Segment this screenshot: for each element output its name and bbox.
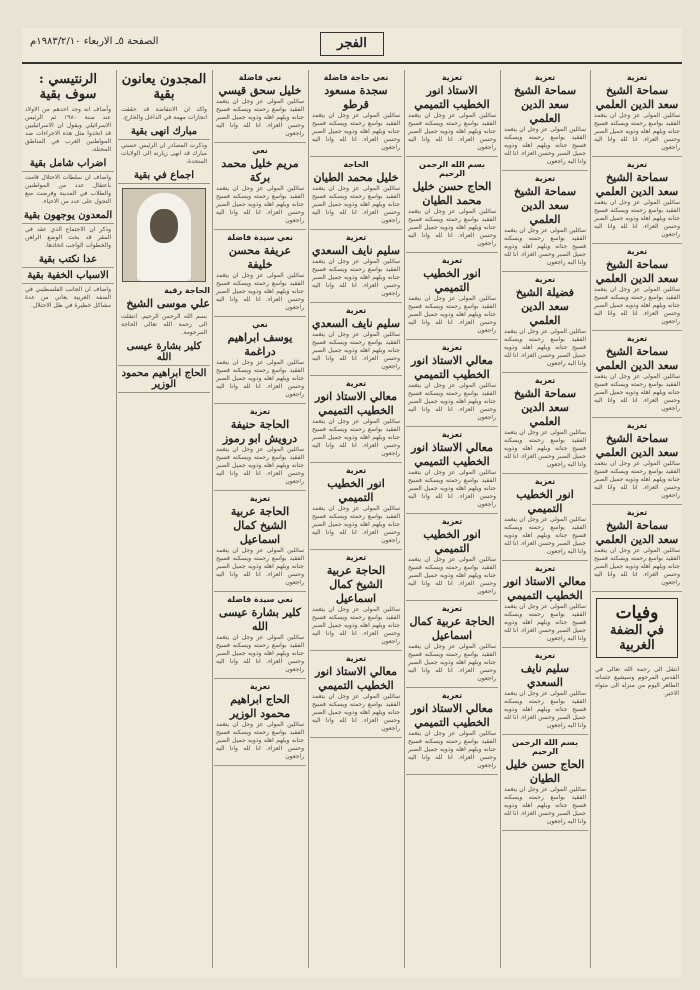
headline: الحاج ابراهيم محمود الوزير [118, 366, 210, 393]
photo-caption-label: الحاجة رقية [164, 286, 210, 295]
headline: مبارك انهى بقية [118, 124, 210, 140]
notice-text: سائلين المولى عز وجل ان يتغمد الفقيد بواسع رحمته ويسكنه فسيح جنانه ويلهم اهله وذويه جميل الصبر وحسن العزاء. انا لله وانا اليه راجعون [312, 112, 400, 151]
notice-name: خليل محمد الطيان [313, 171, 399, 184]
article-text: وذكرت المصادر ان الرئيس حسني مبارك قد انهى زيارته الى الولايات المتحدة. [121, 142, 207, 165]
notice-label: تعزية [441, 517, 463, 526]
notice-block [310, 230, 402, 303]
notice-name: سماحة الشيخ سعد الدين العلمي [595, 258, 679, 285]
notice-block [214, 230, 306, 317]
notice-name: سماحة الشيخ سعد الدين العلمي [513, 84, 577, 125]
header-date: الصفحة ٥ـ الاربعاء ١٩٨٣/٢/١٠م [30, 36, 159, 47]
notice-label: تعزية [441, 73, 463, 82]
notice-text: سائلين المولى عز وجل ان يتغمد الفقيد بواسع رحمته ويسكنه فسيح جنانه ويلهم اهله وذويه جميل الصبر وحسن العزاء. انا لله وانا اليه راجعون [504, 603, 586, 642]
notice-text: سائلين المولى عز وجل ان يتغمد الفقيد بواسع رحمته ويسكنه فسيح جنانه ويلهم اهله وذويه جميل الصبر وحسن العزاء. انا لله وانا اليه راجعون [594, 547, 680, 586]
face-shape [150, 209, 178, 243]
notice-text: سائلين المولى عز وجل ان يتغمد الفقيد بواسع رحمته ويسكنه فسيح جنانه ويلهم اهله وذويه جميل الصبر وحسن العزاء. انا لله وانا اليه راجعون [504, 126, 586, 165]
notice-name: كلير بشارة عيسى الله [218, 606, 302, 633]
notice-label: تعزية [626, 160, 648, 169]
notice-text: سائلين المولى عز وجل ان يتغمد الفقيد بواسع رحمته ويسكنه فسيح جنانه ويلهم اهله وذويه جميل الصبر وحسن العزاء. انا لله وانا اليه راجعون [216, 634, 304, 673]
notice-name: الحاجة عربية الشيخ كمال اسماعيل [230, 505, 290, 546]
notice-block [406, 340, 498, 427]
notice-label: تعزية [534, 564, 556, 573]
column-7 [592, 70, 682, 968]
notice-block [592, 70, 682, 157]
notice-name: مريم خليل محمد بركة [221, 157, 299, 184]
notice-name: انور الخطيب التميمي [423, 267, 481, 294]
notice-block [214, 143, 306, 230]
notice-block [406, 601, 498, 688]
notice-block [310, 157, 402, 230]
notice-name: انور الخطيب التميمي [423, 528, 481, 555]
article-text: وذكر ان الاجتماع الذي عقد في المقر قد بحث الوضع الراهن والخطوات الواجب اتخاذها. [25, 226, 111, 249]
notice-label: نعي حاجة فاضلة [323, 73, 389, 82]
notice-label: تعزية [249, 682, 271, 691]
notice-text: سائلين المولى عز وجل ان يتغمد الفقيد بواسع رحمته ويسكنه فسيح جنانه ويلهم اهله وذويه جميل الصبر وحسن العزاء. انا لله وانا اليه راجعون [312, 505, 400, 544]
notice-text: سائلين المولى عز وجل ان يتغمد الفقيد بواسع رحمته ويسكنه فسيح جنانه ويلهم اهله وذويه جميل الصبر وحسن العزاء. انا لله وانا اليه راجعون [594, 199, 680, 238]
notice-label: الحاجة [343, 160, 369, 169]
notice-text: سائلين المولى عز وجل ان يتغمد الفقيد بواسع رحمته ويسكنه فسيح جنانه ويلهم اهله وذويه جميل الصبر وحسن العزاء. انا لله وانا اليه راجعون [408, 112, 496, 151]
notice-text: سائلين المولى عز وجل ان يتغمد الفقيد بواسع رحمته ويسكنه فسيح جنانه ويلهم اهله وذويه جميل الصبر وحسن العزاء. انا لله وانا اليه راجعون [594, 286, 680, 325]
notice-text: سائلين المولى عز وجل ان يتغمد الفقيد بواسع رحمته ويسكنه فسيح جنانه ويلهم اهله وذويه جميل الصبر وحسن العزاء. انا لله وانا اليه راجعون [312, 258, 400, 297]
photo-caption-name: علي موسى الشيخ [126, 297, 210, 310]
notice-text: سائلين المولى عز وجل ان يتغمد الفقيد بواسع رحمته ويسكنه فسيح جنانه ويلهم اهله وذويه جميل الصبر وحسن العزاء. انا لله وانا اليه راجعون [216, 272, 304, 311]
notice-block [406, 427, 498, 514]
notice-label: تعزية [249, 494, 271, 503]
notice-block [406, 253, 498, 340]
article-text: واضاف ان سلطات الاحتلال قامت باعتقال عدد من المواطنين والطلاب في المدينة وفرضت منع التجول على عدد من الاحياء. [25, 174, 111, 205]
newspaper-page [22, 28, 682, 978]
notice-block [214, 679, 306, 766]
notice-label: تعزية [345, 654, 367, 663]
column-1 [22, 70, 114, 968]
notice-block [310, 463, 402, 550]
notice-name: الحاجة عربية الشيخ كمال اسماعيل [326, 564, 386, 605]
headline: اضراب شامل بقية [22, 156, 114, 172]
notice-label: تعزية [345, 553, 367, 562]
notice-text: سائلين المولى عز وجل ان يتغمد الفقيد بواسع رحمته ويسكنه فسيح جنانه ويلهم اهله وذويه جميل الصبر وحسن العزاء. انا لله وانا اليه راجعون [216, 547, 304, 586]
headline: اجماع في بقية [118, 168, 210, 184]
notice-name: سماحة الشيخ سعد الدين العلمي [595, 432, 679, 459]
masthead-logo: الفجر [320, 32, 384, 56]
notice-name: سماحة الشيخ سعد الدين العلمي [595, 171, 679, 198]
notice-block [502, 648, 588, 735]
column-divider [404, 70, 405, 968]
notice-name: عريفة محسن خليفة [228, 244, 292, 271]
notice-label: تعزية [345, 306, 367, 315]
notice-name: معالي الاستاذ انور الخطيب التميمي [315, 390, 397, 417]
column-divider [308, 70, 309, 968]
notice-name: الحاج ابراهيم محمود الوزير [229, 693, 291, 720]
article-text: بسم الله الرحمن الرحيم. انتقلت الى رحمة الله تعالى الحاجة المرحومة. [121, 313, 207, 336]
notice-block [406, 688, 498, 775]
notice-name: سماحة الشيخ سعد الدين العلمي [513, 387, 577, 428]
notice-text: سائلين المولى عز وجل ان يتغمد الفقيد بواسع رحمته ويسكنه فسيح جنانه ويلهم اهله وذويه جميل الصبر وحسن العزاء. انا لله وانا اليه راجعون [504, 429, 586, 468]
notice-block [592, 244, 682, 331]
notice-block [310, 303, 402, 376]
notice-text: سائلين المولى عز وجل ان يتغمد الفقيد بواسع رحمته ويسكنه فسيح جنانه ويلهم اهله وذويه جميل الصبر وحسن العزاء. انا لله وانا اليه راجعون [312, 418, 400, 457]
notice-block [214, 317, 306, 404]
article-text: واضاف ان الجانب الفلسطيني في الضفة الغربية يعاني من عدة مشاكل خطيرة في ظل الاحتلال. [25, 286, 111, 309]
column-divider [590, 70, 591, 968]
column-divider [500, 70, 501, 968]
notice-name: الحاجة حنيفة درويش ابو رموز [222, 418, 298, 445]
column-6 [502, 70, 588, 968]
headline: المجدون يعانون بقية [121, 72, 207, 102]
notice-label: تعزية [534, 73, 556, 82]
notice-text: سائلين المولى عز وجل ان يتغمد الفقيد بواسع رحمته ويسكنه فسيح جنانه ويلهم اهله وذويه جميل الصبر وحسن العزاء. انا لله وانا اليه راجعون [504, 328, 586, 367]
notice-label: تعزية [626, 508, 648, 517]
notice-block [592, 331, 682, 418]
notice-block [502, 70, 588, 171]
notice-block [592, 418, 682, 505]
notice-block [214, 70, 306, 143]
column-divider [116, 70, 117, 968]
notice-text: سائلين المولى عز وجل ان يتغمد الفقيد بواسع رحمته ويسكنه فسيح جنانه ويلهم اهله وذويه جميل الصبر وحسن العزاء. انا لله وانا اليه راجعون [408, 469, 496, 508]
notice-block [214, 491, 306, 592]
notice-block [592, 157, 682, 244]
notice-name: معالي الاستاذ انور الخطيب التميمي [411, 441, 493, 468]
notice-text: سائلين المولى عز وجل ان يتغمد الفقيد بواسع رحمته ويسكنه فسيح جنانه ويلهم اهله وذويه جميل الصبر وحسن العزاء. انا لله وانا اليه راجعون [312, 185, 400, 224]
notice-label: نعي فاضلة [238, 73, 282, 82]
notice-label: تعزية [534, 174, 556, 183]
notice-label: تعزية [441, 256, 463, 265]
notice-name: سماحة الشيخ سعد الدين العلمي [595, 519, 679, 546]
headline: المعدون يوجهون بقية [22, 208, 114, 224]
notice-name: انور الخطيب التميمي [516, 488, 574, 515]
notice-name: معالي الاستاذ انور الخطيب التميمي [315, 665, 397, 692]
notice-block [310, 376, 402, 463]
notice-text: سائلين المولى عز وجل ان يتغمد الفقيد بواسع رحمته ويسكنه فسيح جنانه ويلهم اهله وذويه جميل الصبر وحسن العزاء. انا لله وانا اليه راجعون [504, 227, 586, 266]
notice-text: سائلين المولى عز وجل ان يتغمد الفقيد بواسع رحمته ويسكنه فسيح جنانه ويلهم اهله وذويه جميل الصبر وحسن العزاء. انا لله وانا اليه راجعون [408, 730, 496, 769]
notice-name: سجدة مسعود قرطو [324, 84, 388, 111]
page-header [22, 28, 682, 64]
headline: الرنتيسي : سوف بقية [39, 72, 97, 102]
notice-block [502, 373, 588, 474]
notice-name: سليم نايف السعدي [312, 244, 400, 257]
notice-block [406, 514, 498, 601]
notice-block [406, 70, 498, 157]
notice-block [214, 404, 306, 491]
notice-label: نعي سيدة فاضلة [227, 595, 293, 604]
notice-block [502, 474, 588, 561]
notice-block [502, 272, 588, 373]
notice-label: تعزية [441, 430, 463, 439]
notice-name: سماحة الشيخ سعد الدين العلمي [595, 345, 679, 372]
column-5 [406, 70, 498, 968]
notice-label: نعي [252, 320, 268, 329]
notice-text: سائلين المولى عز وجل ان يتغمد الفقيد بواسع رحمته ويسكنه فسيح جنانه ويلهم اهله وذويه جميل الصبر وحسن العزاء. انا لله وانا اليه راجعون [216, 185, 304, 224]
notice-name: سليم نايف السعدي [520, 662, 570, 689]
notice-label: تعزية [345, 466, 367, 475]
notice-name: فضيلة الشيخ سعد الدين العلمي [515, 286, 575, 327]
headline: عدا نكتب بقية [22, 252, 114, 268]
notice-block [310, 70, 402, 157]
notice-block [592, 505, 682, 592]
article-text: انتقل الى رحمة الله تعالى في القدس المرحوم وسيشيع جثمانه الطاهر اليوم من منزله الى مثواه الاخير. [595, 666, 679, 697]
notice-text: سائلين المولى عز وجل ان يتغمد الفقيد بواسع رحمته ويسكنه فسيح جنانه ويلهم اهله وذويه جميل الصبر وحسن العزاء. انا لله وانا اليه راجعون [408, 295, 496, 334]
notice-label: تعزية [626, 247, 648, 256]
notice-block [502, 561, 588, 648]
notice-label: تعزية [441, 691, 463, 700]
notice-text: سائلين المولى عز وجل ان يتغمد الفقيد بواسع رحمته ويسكنه فسيح جنانه ويلهم اهله وذويه جميل الصبر وحسن العزاء. انا لله وانا اليه راجعون [504, 516, 586, 555]
obituaries-banner [596, 598, 678, 658]
notice-name: الاستاذ انور الخطيب التميمي [414, 84, 490, 111]
column-3 [214, 70, 306, 968]
portrait-photo [122, 188, 206, 282]
notice-label: تعزية [441, 604, 463, 613]
notice-label: تعزية [534, 651, 556, 660]
notice-block [214, 592, 306, 679]
notice-label: تعزية [345, 233, 367, 242]
notice-name: معالي الاستاذ انور الخطيب التميمي [411, 702, 493, 729]
notice-text: سائلين المولى عز وجل ان يتغمد الفقيد بواسع رحمته ويسكنه فسيح جنانه ويلهم اهله وذويه جميل الصبر وحسن العزاء. انا لله وانا اليه راجعون [504, 690, 586, 729]
notice-block [310, 550, 402, 651]
column-2 [118, 70, 210, 968]
notice-text: سائلين المولى عز وجل ان يتغمد الفقيد بواسع رحمته ويسكنه فسيح جنانه ويلهم اهله وذويه جميل الصبر وحسن العزاء. انا لله وانا اليه راجعون [504, 786, 586, 825]
notice-text: سائلين المولى عز وجل ان يتغمد الفقيد بواسع رحمته ويسكنه فسيح جنانه ويلهم اهله وذويه جميل الصبر وحسن العزاء. انا لله وانا اليه راجعون [408, 556, 496, 595]
notice-text: سائلين المولى عز وجل ان يتغمد الفقيد بواسع رحمته ويسكنه فسيح جنانه ويلهم اهله وذويه جميل الصبر وحسن العزاء. انا لله وانا اليه راجعون [594, 112, 680, 151]
notice-name: يوسف ابراهيم دراغمة [227, 331, 293, 358]
headline: الاسباب الخفية بقية [22, 268, 114, 284]
notice-label: نعي [252, 146, 268, 155]
notice-text: سائلين المولى عز وجل ان يتغمد الفقيد بواسع رحمته ويسكنه فسيح جنانه ويلهم اهله وذويه جميل الصبر وحسن العزاء. انا لله وانا اليه راجعون [408, 643, 496, 682]
headline: كلير بشارة عيسى الله [118, 339, 210, 366]
notice-block [310, 651, 402, 738]
notice-name: خليل سحق قيسي [218, 84, 302, 97]
notice-text: سائلين المولى عز وجل ان يتغمد الفقيد بواسع رحمته ويسكنه فسيح جنانه ويلهم اهله وذويه جميل الصبر وحسن العزاء. انا لله وانا اليه راجعون [594, 373, 680, 412]
notice-label: تعزية [534, 477, 556, 486]
notice-name: معالي الاستاذ انور الخطيب التميمي [504, 575, 586, 602]
notice-text: سائلين المولى عز وجل ان يتغمد الفقيد بواسع رحمته ويسكنه فسيح جنانه ويلهم اهله وذويه جميل الصبر وحسن العزاء. انا لله وانا اليه راجعون [594, 460, 680, 499]
notice-block [502, 171, 588, 272]
notice-block [502, 735, 588, 831]
notice-label: تعزية [345, 379, 367, 388]
notice-label: نعي سيدة فاضلة [227, 233, 293, 242]
banner-subtitle: في الضفة الغربية [610, 623, 664, 653]
notice-label: تعزية [441, 343, 463, 352]
notice-label: تعزية [249, 407, 271, 416]
notice-name: سماحة الشيخ سعد الدين العلمي [513, 185, 577, 226]
notice-name: الحاجة عربية كمال اسماعيل [409, 615, 495, 642]
notice-text: سائلين المولى عز وجل ان يتغمد الفقيد بواسع رحمته ويسكنه فسيح جنانه ويلهم اهله وذويه جميل الصبر وحسن العزاء. انا لله وانا اليه راجعون [216, 359, 304, 398]
notice-text: سائلين المولى عز وجل ان يتغمد الفقيد بواسع رحمته ويسكنه فسيح جنانه ويلهم اهله وذويه جميل الصبر وحسن العزاء. انا لله وانا اليه راجعون [216, 446, 304, 485]
notice-name: سليم نايف السعدي [312, 317, 400, 330]
notice-block [406, 157, 498, 253]
notice-name: انور الخطيب التميمي [327, 477, 385, 504]
notice-text: سائلين المولى عز وجل ان يتغمد الفقيد بواسع رحمته ويسكنه فسيح جنانه ويلهم اهله وذويه جميل الصبر وحسن العزاء. انا لله وانا اليه راجعون [312, 606, 400, 645]
notice-name: الحاج حسن خليل الطيان [505, 758, 585, 785]
notice-text: سائلين المولى عز وجل ان يتغمد الفقيد بواسع رحمته ويسكنه فسيح جنانه ويلهم اهله وذويه جميل الصبر وحسن العزاء. انا لله وانا اليه راجعون [216, 721, 304, 760]
notice-label: تعزية [626, 334, 648, 343]
notice-name: سماحة الشيخ سعد الدين العلمي [595, 84, 679, 111]
notice-label: تعزية [534, 376, 556, 385]
article-text: واكد ان الانتفاضة قد حققت انجازات مهمة في الداخل والخارج. [121, 106, 207, 121]
notice-text: سائلين المولى عز وجل ان يتغمد الفقيد بواسع رحمته ويسكنه فسيح جنانه ويلهم اهله وذويه جميل الصبر وحسن العزاء. انا لله وانا اليه راجعون [312, 331, 400, 370]
notice-text: سائلين المولى عز وجل ان يتغمد الفقيد بواسع رحمته ويسكنه فسيح جنانه ويلهم اهله وذويه جميل الصبر وحسن العزاء. انا لله وانا اليه راجعون [216, 98, 304, 137]
notice-text: سائلين المولى عز وجل ان يتغمد الفقيد بواسع رحمته ويسكنه فسيح جنانه ويلهم اهله وذويه جميل الصبر وحسن العزاء. انا لله وانا اليه راجعون [408, 382, 496, 421]
notice-label: بسم الله الرحمن الرحيم [419, 160, 485, 178]
article-text: وأضاف انه وجد احدهم من الاولاد عند سنة ١٩٨٠ ثم الرئيس الاسرائيلي ويقول ان الاسرائيليين قد اتخذوا مثل هذه الاجراءات ضد المواطنين العرب في المناطق المحتلة. [25, 106, 111, 153]
notice-label: تعزية [534, 275, 556, 284]
notice-text: سائلين المولى عز وجل ان يتغمد الفقيد بواسع رحمته ويسكنه فسيح جنانه ويلهم اهله وذويه جميل الصبر وحسن العزاء. انا لله وانا اليه راجعون [312, 693, 400, 732]
notice-text: سائلين المولى عز وجل ان يتغمد الفقيد بواسع رحمته ويسكنه فسيح جنانه ويلهم اهله وذويه جميل الصبر وحسن العزاء. انا لله وانا اليه راجعون [408, 208, 496, 247]
notice-name: الحاج حسن خليل محمد الطيان [412, 180, 492, 207]
notice-label: بسم الله الرحمن الرحيم [512, 738, 578, 756]
notice-label: تعزية [626, 73, 648, 82]
notice-name: معالي الاستاذ انور الخطيب التميمي [411, 354, 493, 381]
notice-label: تعزية [626, 421, 648, 430]
column-4 [310, 70, 402, 968]
banner-title: وفيات [615, 603, 659, 623]
column-divider [212, 70, 213, 968]
